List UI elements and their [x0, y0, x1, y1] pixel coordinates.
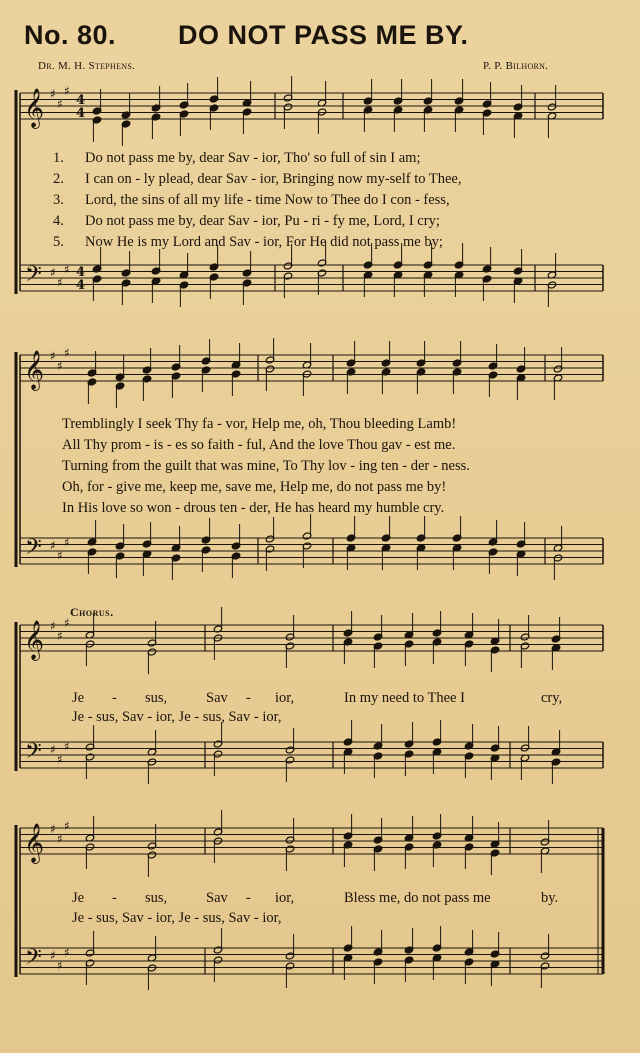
- time-signature: 4: [76, 278, 86, 293]
- bass-clef-icon: 𝄢: [25, 945, 42, 975]
- sharp-icon: ♯: [64, 345, 70, 360]
- chorus-word: sus,: [145, 890, 168, 906]
- verse-line-3a: [53, 192, 450, 209]
- author-credit: Dr. M. H. Stephens.: [38, 60, 136, 72]
- chorus-word: ior,: [275, 890, 295, 906]
- hymn-number: No. 80.: [24, 20, 117, 50]
- treble-clef-icon: 𝄞: [24, 350, 45, 390]
- composer-credit: P. P. Bilhorn.: [483, 60, 549, 72]
- hymn-title: DO NOT PASS ME BY.: [178, 20, 469, 50]
- chorus-word: cry,: [541, 690, 563, 706]
- sharp-icon: ♯: [57, 752, 63, 767]
- sharp-icon: ♯: [64, 262, 70, 277]
- chorus-word: by.: [541, 890, 559, 906]
- chorus-word: Sav: [206, 890, 228, 906]
- sharp-icon: ♯: [50, 87, 56, 101]
- verse-text: Lord, the sins of all my life - time Now to Thee do I con - fess,: [85, 192, 450, 208]
- sharp-icon: ♯: [57, 275, 63, 290]
- sharp-icon: ♯: [57, 628, 63, 643]
- bass-clef-icon: 𝄢: [25, 535, 42, 565]
- chorus-word: Je: [72, 890, 85, 906]
- bass-clef-icon: 𝄢: [25, 262, 42, 292]
- sharp-icon: ♯: [64, 818, 70, 833]
- time-signature: 4: [76, 265, 86, 280]
- sharp-icon: ♯: [57, 96, 63, 111]
- sharp-icon: ♯: [50, 265, 56, 280]
- time-signature: 4: [76, 93, 86, 108]
- sharp-icon: ♯: [64, 945, 70, 960]
- chorus-alt-line-2: Je - sus, Sav - ior, Je - sus, Sav - ior,: [72, 910, 282, 926]
- verse-line-3b: Turning from the guilt that was mine, To Thy lov - ing ten - der - ness.: [62, 458, 470, 474]
- verse-text: I can on - ly plead, dear Sav - ior, Bringing now my-self to Thee,: [85, 171, 462, 187]
- sharp-icon: ♯: [50, 619, 56, 633]
- verse-line-2b: All Thy prom - is - es so faith - ful, And the love Thou gav - est me.: [62, 437, 456, 453]
- chorus-label: Chorus.: [70, 605, 114, 619]
- chorus-word: -: [246, 690, 251, 706]
- treble-clef-icon: 𝄞: [24, 88, 45, 128]
- chorus-word: -: [112, 690, 117, 706]
- sharp-icon: ♯: [50, 948, 56, 963]
- time-signature: 4: [76, 106, 86, 121]
- verse-line-4b: Oh, for - give me, keep me, save me, Help me, do not pass me by!: [62, 479, 447, 495]
- sharp-icon: ♯: [57, 548, 63, 563]
- treble-clef-icon: 𝄞: [24, 620, 45, 660]
- sharp-icon: ♯: [64, 615, 70, 630]
- chorus-word: sus,: [145, 690, 168, 706]
- chorus-alt-line-1: Je - sus, Sav - ior, Je - sus, Sav - ior,: [72, 709, 282, 725]
- sharp-icon: ♯: [64, 739, 70, 754]
- sharp-icon: ♯: [50, 742, 56, 757]
- sharp-icon: ♯: [57, 831, 63, 846]
- verse-number: 1.: [53, 150, 64, 166]
- sharp-icon: ♯: [64, 83, 70, 98]
- verse-number: 2.: [53, 171, 64, 187]
- verse-line-2a: [53, 171, 461, 188]
- verse-text: Do not pass me by, dear Sav - ior, Pu - ri - fy me, Lord, I cry;: [85, 213, 440, 229]
- sharp-icon: ♯: [57, 358, 63, 373]
- chorus-word: Bless me, do not pass me: [344, 890, 491, 906]
- verse-line-1b: Tremblingly I seek Thy fa - vor, Help me, oh, Thou bleeding Lamb!: [62, 416, 457, 432]
- verse-text: Now He is my Lord and Sav - ior, For He did not pass me by;: [85, 234, 443, 250]
- chorus-word: Sav: [206, 690, 228, 706]
- treble-clef-icon: 𝄞: [24, 823, 45, 863]
- verse-line-5b: In His love so won - drous ten - der, He has heard my humble cry.: [62, 500, 445, 516]
- verse-number: 4.: [53, 213, 64, 229]
- verse-line-5a: [53, 234, 443, 251]
- verse-number: 3.: [53, 192, 64, 208]
- chorus-word: In my need to Thee I: [344, 690, 465, 706]
- sharp-icon: ♯: [64, 535, 70, 550]
- verse-number: 5.: [53, 234, 64, 250]
- chorus-word: -: [112, 890, 117, 906]
- chorus-word: Je: [72, 690, 85, 706]
- sharp-icon: ♯: [50, 538, 56, 553]
- sharp-icon: ♯: [50, 349, 56, 363]
- verse-line-4a: [53, 213, 440, 230]
- sharp-icon: ♯: [50, 822, 56, 836]
- verse-text: Do not pass me by, dear Sav - ior, Tho' so full of sin I am;: [85, 150, 421, 166]
- chorus-word: -: [246, 890, 251, 906]
- sharp-icon: ♯: [57, 958, 63, 973]
- chorus-word: ior,: [275, 690, 295, 706]
- verse-line-1a: [53, 150, 420, 167]
- bass-clef-icon: 𝄢: [25, 739, 42, 769]
